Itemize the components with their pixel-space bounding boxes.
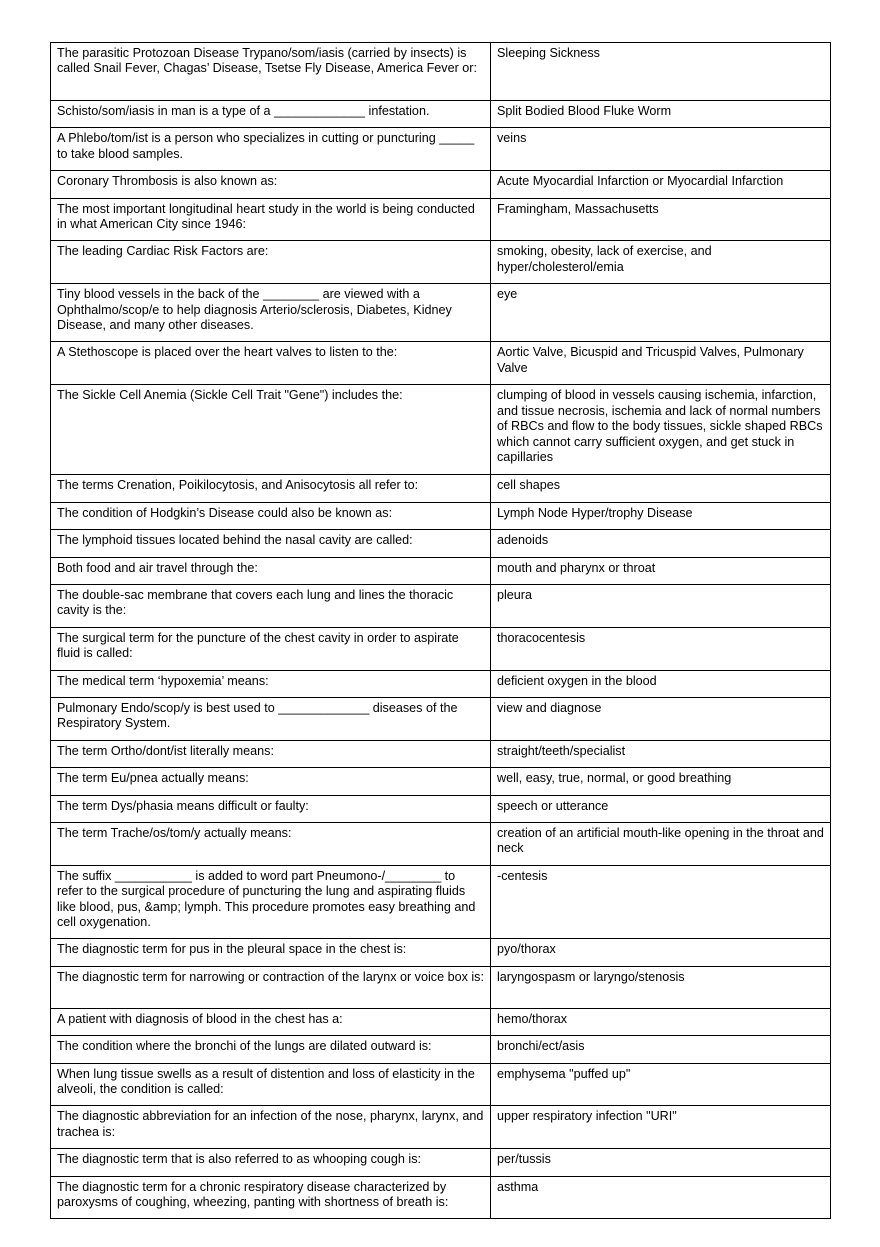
question-cell: The term Dys/phasia means difficult or faulty:: [51, 795, 491, 822]
answer-cell: pyo/thorax: [491, 939, 831, 966]
table-row: [51, 171, 831, 198]
answer-cell: upper respiratory infection "URI": [491, 1106, 831, 1149]
answer-cell: per/tussis: [491, 1149, 831, 1176]
question-cell: The term Eu/pnea actually means:: [51, 768, 491, 795]
table-row: [51, 1149, 831, 1176]
answer-cell: clumping of blood in vessels causing ischemia, infarction, and tissue necrosis, ischemia and lack of normal numbers of RBCs and flow to the body tissues, sickle shaped RBCs which cannot carry sufficient oxygen, and get stuck in capillaries: [491, 385, 831, 475]
answer-cell: bronchi/ect/asis: [491, 1036, 831, 1063]
answer-cell: adenoids: [491, 530, 831, 557]
question-cell: The leading Cardiac Risk Factors are:: [51, 241, 491, 284]
answer-cell: well, easy, true, normal, or good breathing: [491, 768, 831, 795]
table-row: [51, 1106, 831, 1149]
answer-cell: view and diagnose: [491, 697, 831, 740]
table-row: [51, 670, 831, 697]
answer-cell: smoking, obesity, lack of exercise, and hyper/cholesterol/emia: [491, 241, 831, 284]
answer-cell: Framingham, Massachusetts: [491, 198, 831, 241]
table-row: [51, 1176, 831, 1219]
question-cell: The diagnostic term that is also referred to as whooping cough is:: [51, 1149, 491, 1176]
question-cell: Schisto/som/iasis in man is a type of a _____________ infestation.: [51, 101, 491, 128]
question-cell: The terms Crenation, Poikilocytosis, and Anisocytosis all refer to:: [51, 475, 491, 502]
question-cell: The diagnostic term for pus in the pleural space in the chest is:: [51, 939, 491, 966]
question-cell: A Stethoscope is placed over the heart valves to listen to the:: [51, 342, 491, 385]
answer-cell: hemo/thorax: [491, 1008, 831, 1035]
table-row: [51, 795, 831, 822]
question-cell: The condition where the bronchi of the lungs are dilated outward is:: [51, 1036, 491, 1063]
question-cell: The Sickle Cell Anemia (Sickle Cell Trait "Gene") includes the:: [51, 385, 491, 475]
question-cell: The diagnostic abbreviation for an infection of the nose, pharynx, larynx, and trachea is:: [51, 1106, 491, 1149]
table-row: [51, 822, 831, 865]
answer-cell: Lymph Node Hyper/trophy Disease: [491, 502, 831, 529]
question-cell: Coronary Thrombosis is also known as:: [51, 171, 491, 198]
answer-cell: deficient oxygen in the blood: [491, 670, 831, 697]
question-cell: Pulmonary Endo/scop/y is best used to _____________ diseases of the Respiratory System.: [51, 697, 491, 740]
table-row: [51, 865, 831, 939]
question-cell: The term Ortho/dont/ist literally means:: [51, 740, 491, 767]
question-cell: The most important longitudinal heart study in the world is being conducted in what American City since 1946:: [51, 198, 491, 241]
table-row: [51, 530, 831, 557]
answer-cell: creation of an artificial mouth-like opening in the throat and neck: [491, 822, 831, 865]
question-cell: Tiny blood vessels in the back of the ________ are viewed with a Ophthalmo/scop/e to help diagnosis Arterio/sclerosis, Diabetes, Kidney Disease, and many other diseases.: [51, 284, 491, 342]
table-row: [51, 475, 831, 502]
answer-cell: laryngospasm or laryngo/stenosis: [491, 966, 831, 1008]
answer-cell: pleura: [491, 584, 831, 627]
answer-cell: Aortic Valve, Bicuspid and Tricuspid Valves, Pulmonary Valve: [491, 342, 831, 385]
question-cell: The diagnostic term for narrowing or contraction of the larynx or voice box is:: [51, 966, 491, 1008]
question-cell: The parasitic Protozoan Disease Trypano/som/iasis (carried by insects) is called Snail Fever, Chagas’ Disease, Tsetse Fly Disease, America Fever or:: [51, 43, 491, 101]
question-cell: The suffix ___________ is added to word part Pneumono-/________ to refer to the surgical procedure of puncturing the lung and aspirating fluids like blood, pus, &amp; lymph. This procedure promotes easy breathing and cell oxygenation.: [51, 865, 491, 939]
question-cell: The lymphoid tissues located behind the nasal cavity are called:: [51, 530, 491, 557]
question-cell: The medical term ‘hypoxemia’ means:: [51, 670, 491, 697]
table-row: [51, 740, 831, 767]
table-row: [51, 557, 831, 584]
table-row: [51, 627, 831, 670]
answer-cell: Sleeping Sickness: [491, 43, 831, 101]
table-row: [51, 385, 831, 475]
table-row: [51, 128, 831, 171]
answer-cell: asthma: [491, 1176, 831, 1219]
question-cell: The condition of Hodgkin’s Disease could also be known as:: [51, 502, 491, 529]
question-cell: The diagnostic term for a chronic respiratory disease characterized by paroxysms of coughing, wheezing, panting with shortness of breath is:: [51, 1176, 491, 1219]
answer-cell: mouth and pharynx or throat: [491, 557, 831, 584]
table-row: [51, 697, 831, 740]
answer-cell: eye: [491, 284, 831, 342]
answer-cell: speech or utterance: [491, 795, 831, 822]
table-row: [51, 1008, 831, 1035]
answer-cell: straight/teeth/specialist: [491, 740, 831, 767]
question-cell: When lung tissue swells as a result of distention and loss of elasticity in the alveoli, the condition is called:: [51, 1063, 491, 1106]
table-row: [51, 284, 831, 342]
table-row: [51, 342, 831, 385]
table-row: [51, 241, 831, 284]
question-cell: The double-sac membrane that covers each lung and lines the thoracic cavity is the:: [51, 584, 491, 627]
question-cell: The surgical term for the puncture of the chest cavity in order to aspirate fluid is called:: [51, 627, 491, 670]
table-row: [51, 502, 831, 529]
answer-cell: -centesis: [491, 865, 831, 939]
answer-cell: thoracocentesis: [491, 627, 831, 670]
answer-cell: Acute Myocardial Infarction or Myocardial Infarction: [491, 171, 831, 198]
question-answer-table: [50, 42, 831, 1219]
table-row: [51, 1063, 831, 1106]
table-row: [51, 198, 831, 241]
answer-cell: cell shapes: [491, 475, 831, 502]
table-row: [51, 1036, 831, 1063]
table-row: [51, 966, 831, 1008]
table-row: [51, 939, 831, 966]
answer-cell: veins: [491, 128, 831, 171]
table-row: [51, 768, 831, 795]
table-row: [51, 584, 831, 627]
document-page: [50, 42, 830, 1219]
answer-cell: emphysema "puffed up": [491, 1063, 831, 1106]
question-cell: A patient with diagnosis of blood in the chest has a:: [51, 1008, 491, 1035]
question-cell: Both food and air travel through the:: [51, 557, 491, 584]
question-cell: The term Trache/os/tom/y actually means:: [51, 822, 491, 865]
answer-cell: Split Bodied Blood Fluke Worm: [491, 101, 831, 128]
table-row: [51, 43, 831, 101]
question-cell: A Phlebo/tom/ist is a person who specializes in cutting or puncturing _____ to take blood samples.: [51, 128, 491, 171]
table-row: [51, 101, 831, 128]
